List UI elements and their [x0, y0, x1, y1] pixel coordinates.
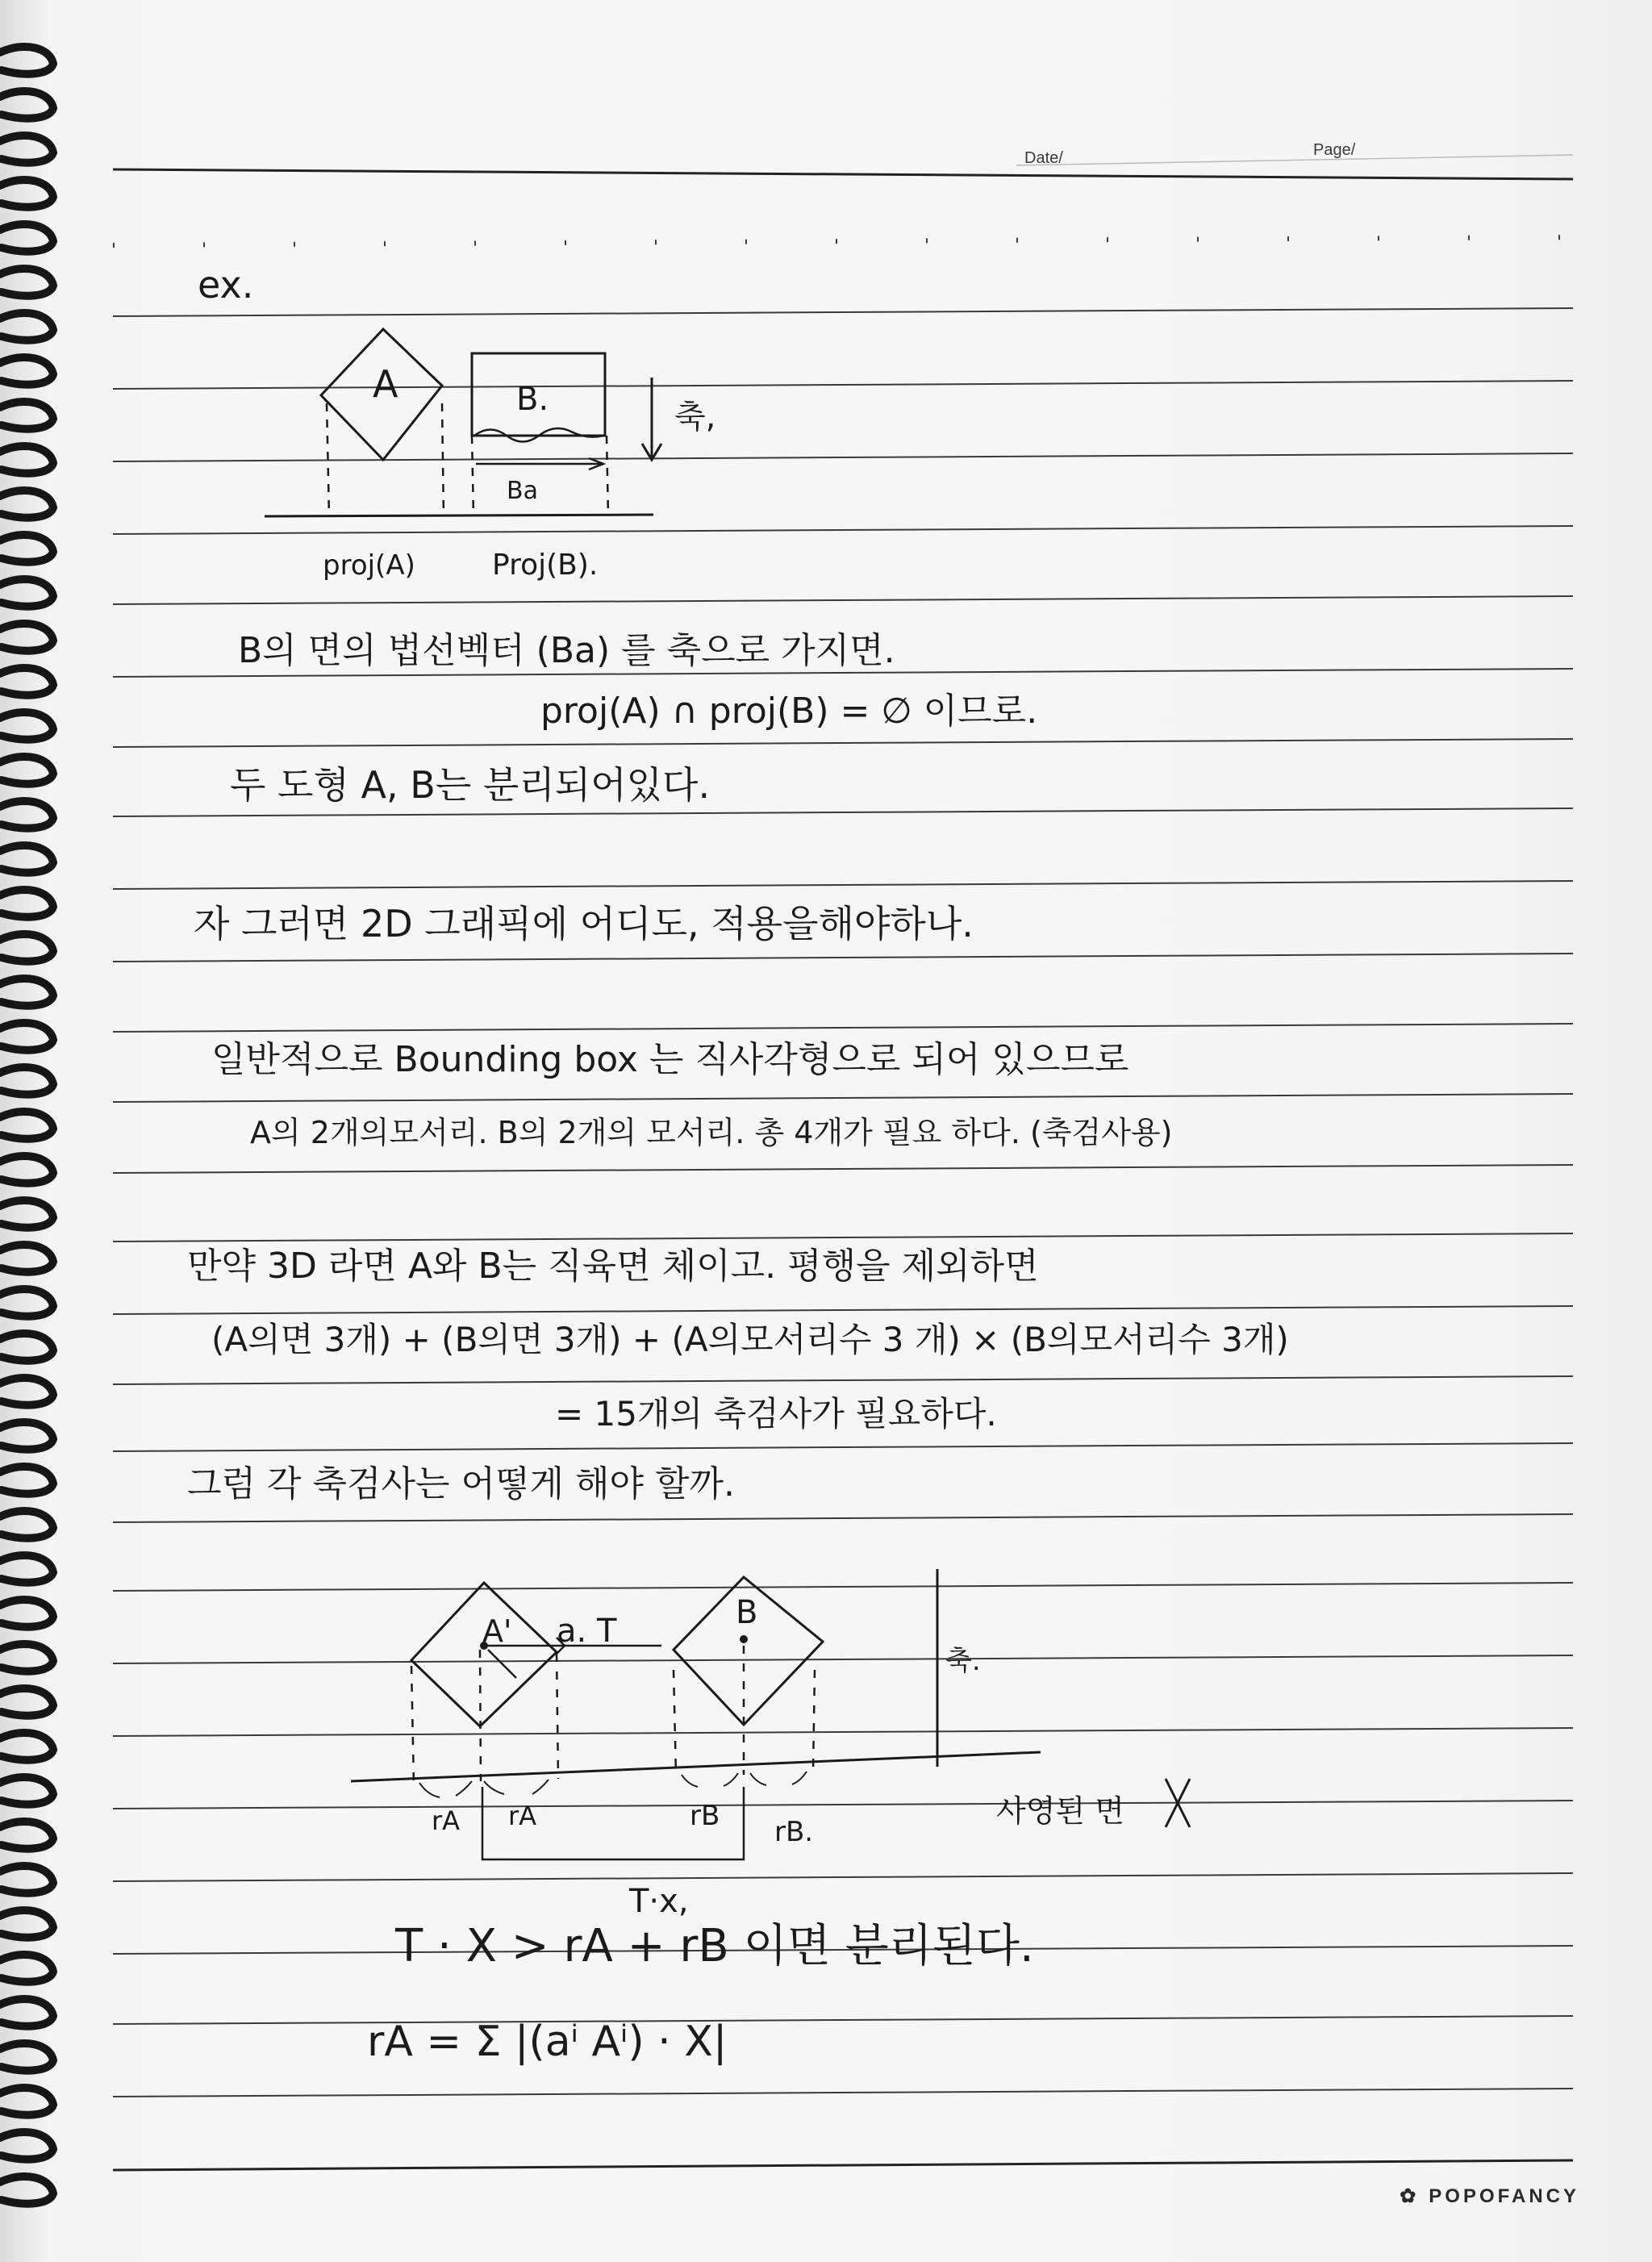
a-prime-label: A'	[482, 1613, 512, 1649]
note-line-8: (A의면 3개) + (B의면 3개) + (A의모서리수 3 개) × (B의모서리수 3개)	[211, 1320, 1289, 1359]
spiral-ring	[0, 313, 53, 340]
spiral-ring	[0, 2132, 53, 2160]
projected-face-label: 사영된 면	[996, 1793, 1124, 1829]
spiral-ring	[0, 1112, 53, 1139]
spiral-ring	[0, 1422, 53, 1450]
ruled-line	[113, 2016, 1573, 2024]
spiral-ring	[0, 136, 53, 163]
spiral-ring	[0, 1200, 53, 1228]
spiral-ring	[0, 1688, 53, 1716]
a-t-label: a. T	[557, 1613, 617, 1650]
axis-label: 축,	[674, 399, 716, 436]
ra-left-dash	[411, 1666, 414, 1784]
ruled-line	[113, 526, 1573, 534]
proj-b-label: Proj(B).	[492, 549, 599, 582]
ruled-line	[113, 1024, 1573, 1032]
spiral-ring	[0, 979, 53, 1006]
tx-label: T·x,	[629, 1883, 689, 1920]
note-line-10: 그럼 각 축검사는 어떻게 해야 할까.	[187, 1463, 735, 1505]
spiral-ring	[0, 1245, 53, 1272]
ruled-line	[113, 1233, 1573, 1242]
note-line-2: proj(A) ∩ proj(B) = ∅ 이므로.	[540, 691, 1038, 732]
ruled-line	[113, 881, 1573, 889]
ruled-line	[113, 1873, 1573, 1881]
spiral-ring	[0, 1333, 53, 1361]
spiral-ring	[0, 1777, 53, 1805]
spiral-ring	[0, 2043, 53, 2071]
spiral-ring	[0, 2176, 53, 2204]
diagram-separation-1	[265, 329, 661, 516]
box-b-label: B.	[516, 381, 549, 418]
rb-label-1: rB	[690, 1800, 720, 1832]
note-line-12: rA = Σ |(aⁱ Aⁱ) · X|	[367, 2018, 728, 2066]
spiral-ring	[0, 1067, 53, 1095]
ruled-line	[113, 1655, 1573, 1663]
spiral-ring	[0, 1511, 53, 1538]
ra-right-dash	[557, 1654, 558, 1779]
spiral-ring	[0, 624, 53, 651]
spiral-ring	[0, 180, 53, 207]
ra-mid-dash	[480, 1650, 481, 1781]
spiral-ring	[0, 91, 53, 119]
b2-label: B	[736, 1594, 758, 1631]
spiral-ring	[0, 1555, 53, 1583]
brand-logo	[1400, 2185, 1579, 2208]
note-line-7: 만약 3D 라면 A와 B는 직육면 체이고. 평행을 제외하면	[187, 1246, 1039, 1287]
spiral-ring	[0, 490, 53, 518]
footer-rule	[113, 2160, 1573, 2170]
ruled-line	[113, 1443, 1573, 1451]
spiral-ring	[0, 402, 53, 429]
note-line-5: 일반적으로 Bounding box 는 직사각형으로 되어 있으므로	[211, 1039, 1129, 1080]
spiral-ring	[0, 1023, 53, 1050]
ruled-line	[113, 1165, 1573, 1173]
spiral-ring	[0, 1156, 53, 1183]
proj-a-label: proj(A)	[323, 549, 415, 582]
spiral-ring	[0, 712, 53, 740]
note-line-3: 두 도형 A, B는 분리되어있다.	[230, 763, 711, 807]
ruled-line	[113, 1583, 1573, 1591]
rb-label-2: rB.	[774, 1816, 814, 1848]
proj-b-right-dash	[607, 436, 608, 516]
spiral-ring	[0, 446, 53, 474]
a-diag-arrow	[488, 1650, 516, 1678]
ruled-line	[113, 596, 1573, 604]
spiral-ring	[0, 1866, 53, 1893]
note-line-6: A의 2개의모서리. B의 2개의 모서리. 총 4개가 필요 하다. (축검사용)	[250, 1115, 1173, 1150]
b-center	[740, 1635, 748, 1643]
ruled-line	[113, 954, 1573, 962]
ba-label: Ba	[507, 477, 538, 505]
spiral-ring	[0, 357, 53, 385]
spiral-ring	[0, 1378, 53, 1405]
spiral-ring	[0, 757, 53, 784]
ruled-line	[113, 308, 1573, 316]
spiral-ring	[0, 668, 53, 695]
ra-braces	[419, 1780, 549, 1797]
spiral-ring	[0, 1289, 53, 1317]
date-label: Date/	[1024, 149, 1063, 167]
ruled-line	[113, 1801, 1573, 1809]
spiral-ring	[0, 1910, 53, 1938]
ruled-line	[113, 808, 1573, 816]
spiral-ring	[0, 47, 53, 74]
axis-label-2: 축.	[945, 1645, 981, 1677]
spiral-ring	[0, 934, 53, 962]
spiral-ring	[0, 2088, 53, 2115]
rb-left-dash	[674, 1670, 676, 1775]
ruled-line	[113, 1514, 1573, 1522]
spiral-ring	[0, 535, 53, 562]
spiral-ring	[0, 1644, 53, 1671]
spiral-ring	[0, 1467, 53, 1494]
ruled-line	[113, 1306, 1573, 1314]
flower-icon: ✿	[1400, 2185, 1420, 2207]
ruled-line	[113, 1376, 1573, 1384]
spiral-ring	[0, 269, 53, 296]
note-line-9: = 15개의 축검사가 필요하다.	[555, 1394, 997, 1434]
box-a-prime-shape	[411, 1583, 557, 1726]
spiral-ring	[0, 845, 53, 873]
spiral-ring	[0, 1955, 53, 1982]
note-line-1: B의 면의 법선벡터 (Ba) 를 축으로 가지면.	[238, 630, 895, 671]
ruled-line	[113, 739, 1573, 747]
proj-b-left-dash	[472, 436, 473, 516]
box-a-label: A	[373, 362, 398, 406]
projection-baseline	[265, 515, 653, 516]
spiral-ring	[0, 890, 53, 917]
spiral-ring	[0, 801, 53, 828]
ra-label-2: rA	[508, 1801, 537, 1831]
spiral-ring	[0, 224, 53, 252]
spiral-binding	[0, 47, 53, 2204]
header-date-rule	[1016, 155, 1573, 165]
ruled-line	[113, 2089, 1573, 2097]
page-label: Page/	[1313, 141, 1356, 159]
spiral-ring	[0, 579, 53, 607]
header-rule	[113, 169, 1573, 179]
note-line-11: T · X > rA + rB 이면 분리된다.	[395, 1920, 1034, 1972]
ra-label-1: rA	[432, 1805, 461, 1836]
brand-name: POPOFANCY	[1429, 2185, 1579, 2207]
spiral-ring	[0, 1822, 53, 1849]
ex-label: ex.	[198, 263, 254, 307]
spiral-ring	[0, 1733, 53, 1760]
spiral-ring	[0, 1600, 53, 1627]
ruled-line	[113, 1094, 1573, 1102]
ruled-line	[113, 453, 1573, 461]
ruled-line	[113, 1728, 1573, 1736]
rb-right-dash	[813, 1670, 815, 1771]
spiral-ring	[0, 1999, 53, 2026]
note-line-4: 자 그러면 2D 그래픽에 어디도, 적용을해야하나.	[194, 902, 974, 945]
ruled-line	[113, 237, 1573, 245]
